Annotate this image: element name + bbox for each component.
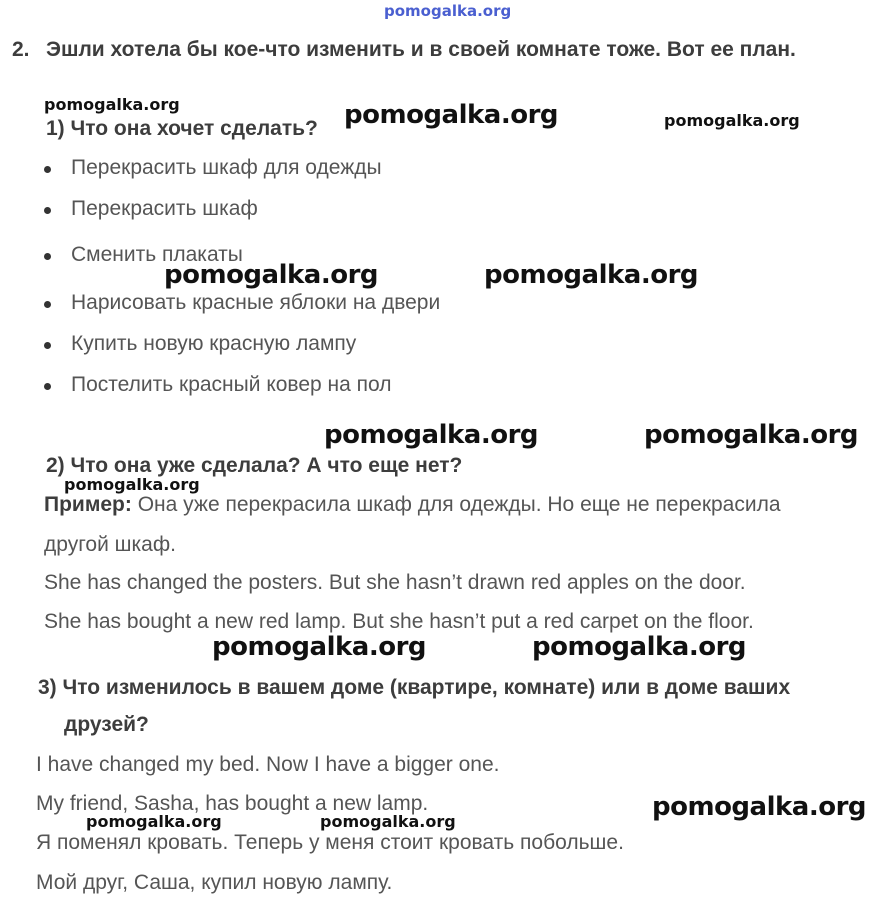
section3-heading: 3) Что изменилось в вашем доме (квартире, комнате) или в доме ваших bbox=[38, 676, 791, 699]
answer-line: She has bought a new red lamp. But she hasn’t put a red carpet on the floor. bbox=[44, 610, 754, 633]
task-number: 2. bbox=[12, 38, 30, 61]
watermark: pomogalka.org bbox=[164, 260, 379, 290]
section1-heading: 1) Что она хочет сделать? bbox=[46, 117, 318, 140]
list-item: Перекрасить шкаф для одежды bbox=[71, 156, 382, 179]
top-watermark: pomogalka.org bbox=[384, 2, 512, 20]
bullet-icon bbox=[44, 166, 51, 173]
example-continuation: другой шкаф. bbox=[44, 533, 176, 556]
answer-line: My friend, Sasha, has bought a new lamp. bbox=[36, 792, 429, 815]
watermark: pomogalka.org bbox=[44, 95, 180, 114]
bullet-icon bbox=[44, 342, 51, 349]
section2-heading: 2) Что она уже сделала? А что еще нет? bbox=[46, 454, 463, 477]
answer-line: Я поменял кровать. Теперь у меня стоит кровать побольше. bbox=[36, 831, 624, 854]
section3-heading-cont: друзей? bbox=[64, 713, 149, 736]
answer-line: Мой друг, Саша, купил новую лампу. bbox=[36, 871, 393, 894]
watermark: pomogalka.org bbox=[86, 812, 222, 831]
list-item: Постелить красный ковер на пол bbox=[71, 373, 392, 396]
list-item: Перекрасить шкаф bbox=[71, 197, 258, 220]
example-line bbox=[44, 493, 781, 517]
list-item: Сменить плакаты bbox=[71, 243, 243, 266]
list-item: Нарисовать красные яблоки на двери bbox=[71, 291, 441, 314]
bullet-icon bbox=[44, 253, 51, 260]
watermark: pomogalka.org bbox=[644, 420, 859, 450]
watermark: pomogalka.org bbox=[320, 812, 456, 831]
bullet-icon bbox=[44, 383, 51, 390]
answer-line: I have changed my bed. Now I have a bigger one. bbox=[36, 753, 500, 776]
watermark: pomogalka.org bbox=[664, 111, 800, 130]
watermark: pomogalka.org bbox=[652, 792, 867, 822]
watermark: pomogalka.org bbox=[64, 475, 200, 494]
list-item: Купить новую красную лампу bbox=[71, 332, 357, 355]
example-label: Пример: bbox=[44, 493, 132, 516]
watermark: pomogalka.org bbox=[484, 260, 699, 290]
bullet-icon bbox=[44, 207, 51, 214]
watermark: pomogalka.org bbox=[324, 420, 539, 450]
bullet-icon bbox=[44, 301, 51, 308]
watermark: pomogalka.org bbox=[212, 632, 427, 662]
watermark: pomogalka.org bbox=[532, 632, 747, 662]
watermark: pomogalka.org bbox=[344, 100, 559, 130]
task-title: Эшли хотела бы кое-что изменить и в своей комнате тоже. Вот ее план. bbox=[46, 38, 796, 61]
example-text: Она уже перекрасила шкаф для одежды. Но еще не перекрасила bbox=[131, 493, 781, 516]
answer-line: She has changed the posters. But she hasn’t drawn red apples on the door. bbox=[44, 571, 746, 594]
